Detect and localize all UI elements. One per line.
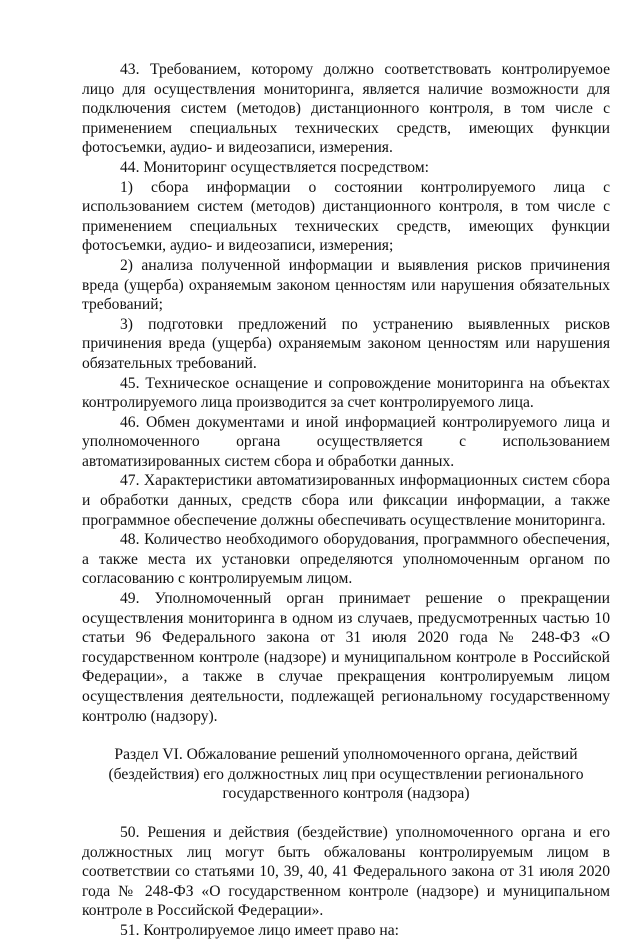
list-item-44-3: 3) подготовки предложений по устранению выявленных рисков причинения вреда (ущерба) охраняемым законом ценностям или нарушения обязательных требований.	[82, 315, 610, 372]
paragraph-46: 46. Обмен документами и иной информацией контролируемого лица и уполномоченного органа осуществляется с использованием автоматизированных систем сбора и обработки данных.	[82, 413, 610, 470]
paragraph-47: 47. Характеристики автоматизированных информационных систем сбора и обработки данных, средств сбора или фиксации информации, а также программное обеспечение должны обеспечивать осуществление мониторинга.	[82, 472, 610, 529]
paragraph-45: 45. Техническое оснащение и сопровождение мониторинга на объектах контролируемого лица производится за счет контролируемого лица.	[82, 374, 610, 412]
list-item-44-2: 2) анализа полученной информации и выявления рисков причинения вреда (ущерба) охраняемым законом ценностям или нарушения обязательных требований;	[82, 256, 610, 314]
paragraph-49: 49. Уполномоченный орган принимает решение о прекращении осуществления мониторинга в одном из случаев, предусмотренных частью 10 статьи 96 Федерального закона от 31 июля 2020 года № 248-ФЗ «О государственном контроле (надзоре) и муниципальном контроле в Российской Федерации», а также в случае прекращения контролируемым лицом осуществления деятельности, подлежащей региональному государственному контролю (надзору).	[82, 590, 610, 725]
paragraph-48: 48. Количество необходимого оборудования, программного обеспечения, а также места их установки определяются уполномоченным органом по согласованию с контролируемым лицом.	[82, 531, 610, 588]
paragraph-43: 43. Требованием, которому должно соответствовать контролируемое лицо для осуществления мониторинга, является наличие возможности для подключения систем (методов) дистанционного контроля, в том числе с применением специальных технических средств, имеющих функции фотосъемки, аудио- и видеозаписи, измерения.	[82, 61, 610, 157]
paragraph-51: 51. Контролируемое лицо имеет право на:	[120, 921, 400, 939]
list-item-44-1: 1) сбора информации о состоянии контролируемого лица с использованием систем (методов) дистанционного контроля, в том числе с применением специальных технических средств, имеющих функции фотосъемки, аудио- и видеозаписи, измерения;	[82, 178, 610, 255]
section-heading: Раздел VI. Обжалование решений уполномоченного органа, действий (бездействия) его должностных лиц при осуществлении регионального государственного контроля (надзора)	[108, 746, 584, 803]
paragraph-44: 44. Мониторинг осуществляется посредством:	[120, 158, 429, 176]
paragraph-50: 50. Решения и действия (бездействие) уполномоченного органа и его должностных лиц могут быть обжалованы контролируемым лицом в соответствии со статьями 10, 39, 40, 41 Федерального закона от 31 июля 2020 года № 248-ФЗ «О государственном контроле (надзоре) и муниципальном контроле в Российской Федерации».	[82, 823, 610, 920]
